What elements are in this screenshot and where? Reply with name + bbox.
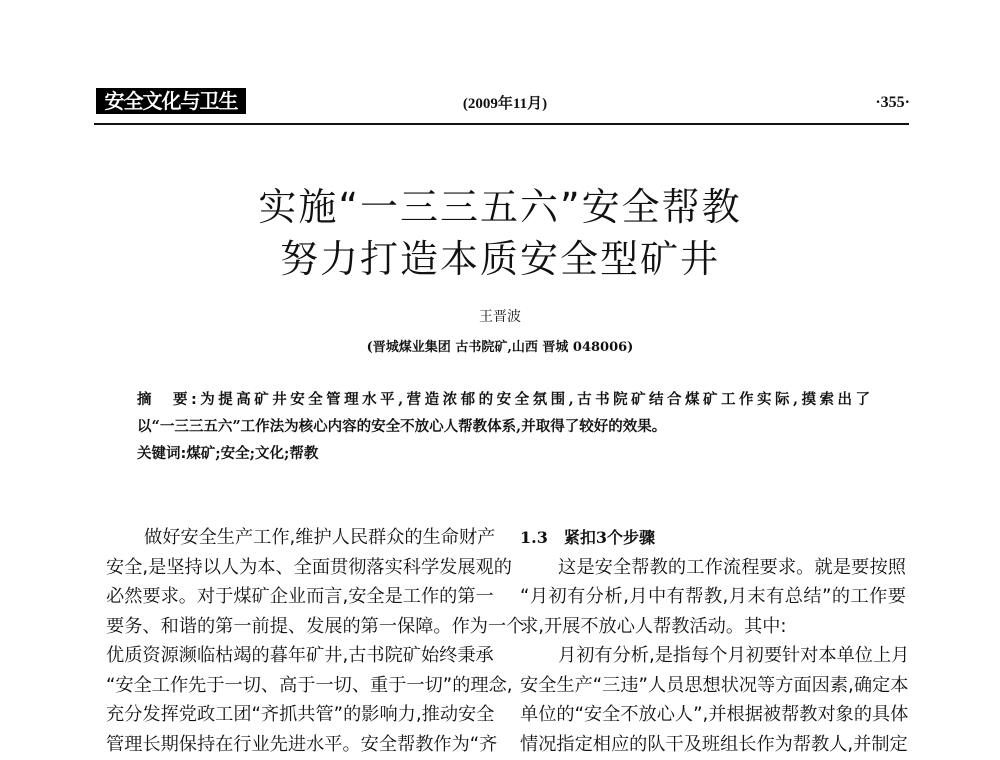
abstract-label: 摘 要: <box>137 392 197 408</box>
affiliation: (晋城煤业集团 古书院矿,山西 晋城 048006) <box>366 340 634 355</box>
abstract-line-2: 以“一三三五六”工作法为核心内容的安全不放心人帮教体系,并取得了较好的效果。 <box>137 418 667 435</box>
text-line: 充分发挥党政工团“齐抓共管”的影响力,推动安全 <box>106 704 495 725</box>
keywords-label: 关键词: <box>137 446 187 462</box>
text-line: 单位的“安全不放心人”,并根据被帮教对象的具体 <box>520 704 909 725</box>
journal-column-label: 安全文化与卫生 <box>96 88 246 114</box>
text-line: 要务、和谐的第一前提、发展的第一保障。作为一个 <box>106 615 525 637</box>
text-line: 管理长期保持在行业先进水平。安全帮教作为“齐 <box>106 733 498 755</box>
keywords <box>137 442 318 463</box>
text-line: “安全工作先于一切、高于一切、重于一切”的理念, <box>106 674 513 696</box>
text-line: 必然要求。对于煤矿企业而言,安全是工作的第一 <box>106 586 494 607</box>
header-rule <box>94 123 909 125</box>
right-column <box>520 523 910 759</box>
abstract-line-1 <box>137 388 870 409</box>
title-line-1: 实施“一三三五六”安全帮教 <box>258 185 742 229</box>
text-line: 优质资源濒临枯竭的暮年矿井,古书院矿始终秉承 <box>106 645 494 666</box>
text-line: “月初有分析,月中有帮教,月末有总结”的工作要 <box>520 586 906 607</box>
text-line: 月初有分析,是指每个月初要针对本单位上月 <box>558 645 910 666</box>
author: 王晋波 <box>479 309 521 325</box>
text-line: 这是安全帮教的工作流程要求。就是要按照 <box>558 556 906 578</box>
text-line: 求,开展不放心人帮教活动。其中: <box>520 615 787 637</box>
left-column <box>106 523 525 759</box>
text-line: 安全,是坚持以人为本、全面贯彻落实科学发展观的 <box>106 556 512 578</box>
issue-date: (2009年11月) <box>462 96 548 112</box>
abstract-text: 为提高矿井安全管理水平,营造浓郁的安全氛围,古书院矿结合煤矿工作实际,摸索出了 <box>196 391 870 408</box>
text-line: 情况指定相应的队干及班组长作为帮教人,并制定 <box>520 733 908 755</box>
keywords-text: 煤矿;安全;文化;帮教 <box>186 445 319 462</box>
page-number: ·355· <box>875 94 910 111</box>
text-line: 做好安全生产工作,维护人民群众的生命财产 <box>144 527 496 548</box>
section-heading: 1.3 紧扣3个步骤 <box>520 528 655 547</box>
title-line-2: 努力打造本质安全型矿井 <box>279 237 720 281</box>
text-line: 安全生产“三违”人员思想状况等方面因素,确定本 <box>520 674 909 696</box>
